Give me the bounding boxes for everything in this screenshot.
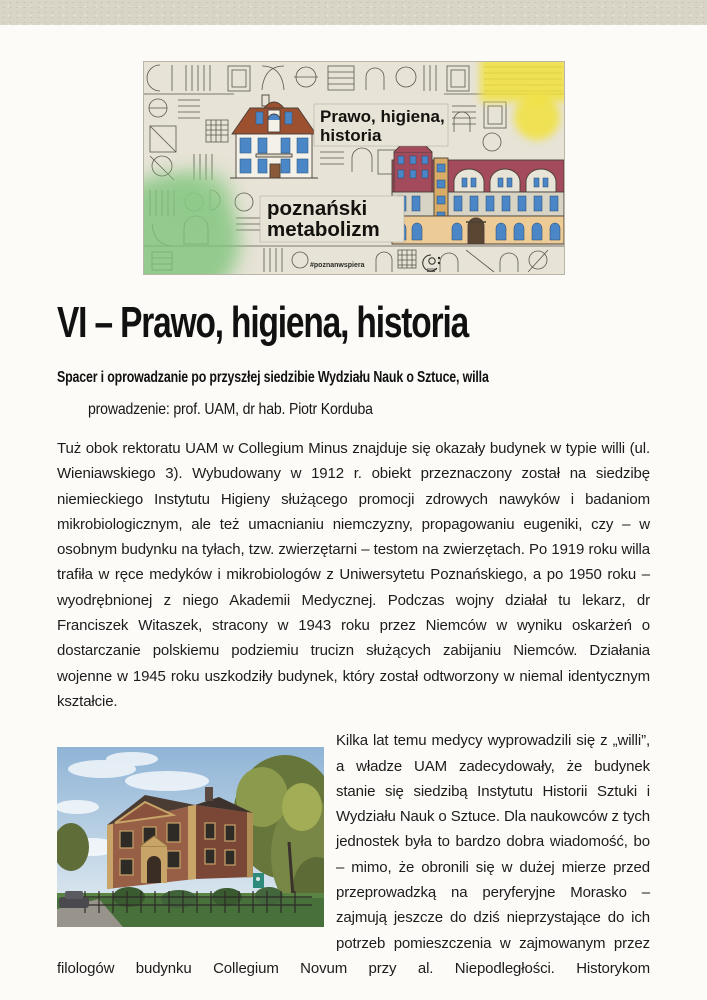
banner-brand-line2: metabolizm (266, 218, 380, 241)
banner-title-line1: Prawo, higiena, (319, 107, 445, 126)
paragraph-2: Kilka lat temu medycy wyprowadzili się z „willi”, a władze UAM zadecydowały, że budynek stanie się siedzibą Instytutu Historii Sztuki i Wydziału Nauk o Sztuce. Dla naukowców z tych jednostek była to bardzo dobra wiadomość, bo – mimo, że obronili się w dużej mierze przed przeprowadzką na peryferyjne Morasko – zajmują jeszcze do dziś nieprzystające do ich potrzeb pomieszczenia w zajmowanym przez filologów budynku Collegium Novum przy al. Niepodległości. Historykom (57, 732, 650, 977)
page-title: VI – Prawo, higiena, historia (57, 298, 469, 347)
article (0, 298, 707, 981)
banner-illustration (144, 62, 564, 274)
institute-building-drawing (392, 146, 564, 244)
banner-title-line2: historia (319, 126, 381, 145)
paragraph-1: Tuż obok rektoratu UAM w Collegium Minus znajduje się okazały budynek w typie willi (ul. Wieniawskiego 3). Wybudowany w 1912 r. obiekt przeznaczony został na siedzibę niemieckiego Instytutu Higieny służącego promocji zdrowych nawyków i badaniom mikrobiologicznym, ale też umacnianiu niemczyzny, propagowaniu eugeniki, czy – w osobnym budynku na tyłach, tzw. zwierzętarni – testom na zwierzętach. Po 1919 roku willa trafiła w ręce medyków i mikrobiologów z Uniwersytetu Poznańskiego, a po 1950 roku – wyodrębnionej z niego Akademii Medycznej. Podczas wojny działał tu lekarz, dr Franciszek Witaszek, stracony w 1943 roku przez Niemców w wyniku oskarżeń o dostarczanie polskiemu podziemiu trucizn służących zabijaniu Niemców. Działania wojenne w 1945 roku uszkodziły budynek, który został odtworzony w niemal identycznym kształcie. (57, 440, 650, 710)
page-top-texture-strip (0, 0, 707, 25)
villa-photo (57, 747, 324, 927)
article-lead-presenter: prowadzenie: prof. UAM, dr hab. Piotr Korduba (88, 401, 373, 418)
paragraph-2-block (57, 728, 650, 981)
article-subtitle: Spacer i oprowadzanie po przyszłej siedzibie Wydziału Nauk o Sztuce, willa (57, 369, 489, 386)
banner-brand-line1: poznański (266, 197, 367, 220)
banner-container (0, 62, 707, 274)
banner-hashtag: #poznanwspiera (309, 262, 364, 269)
